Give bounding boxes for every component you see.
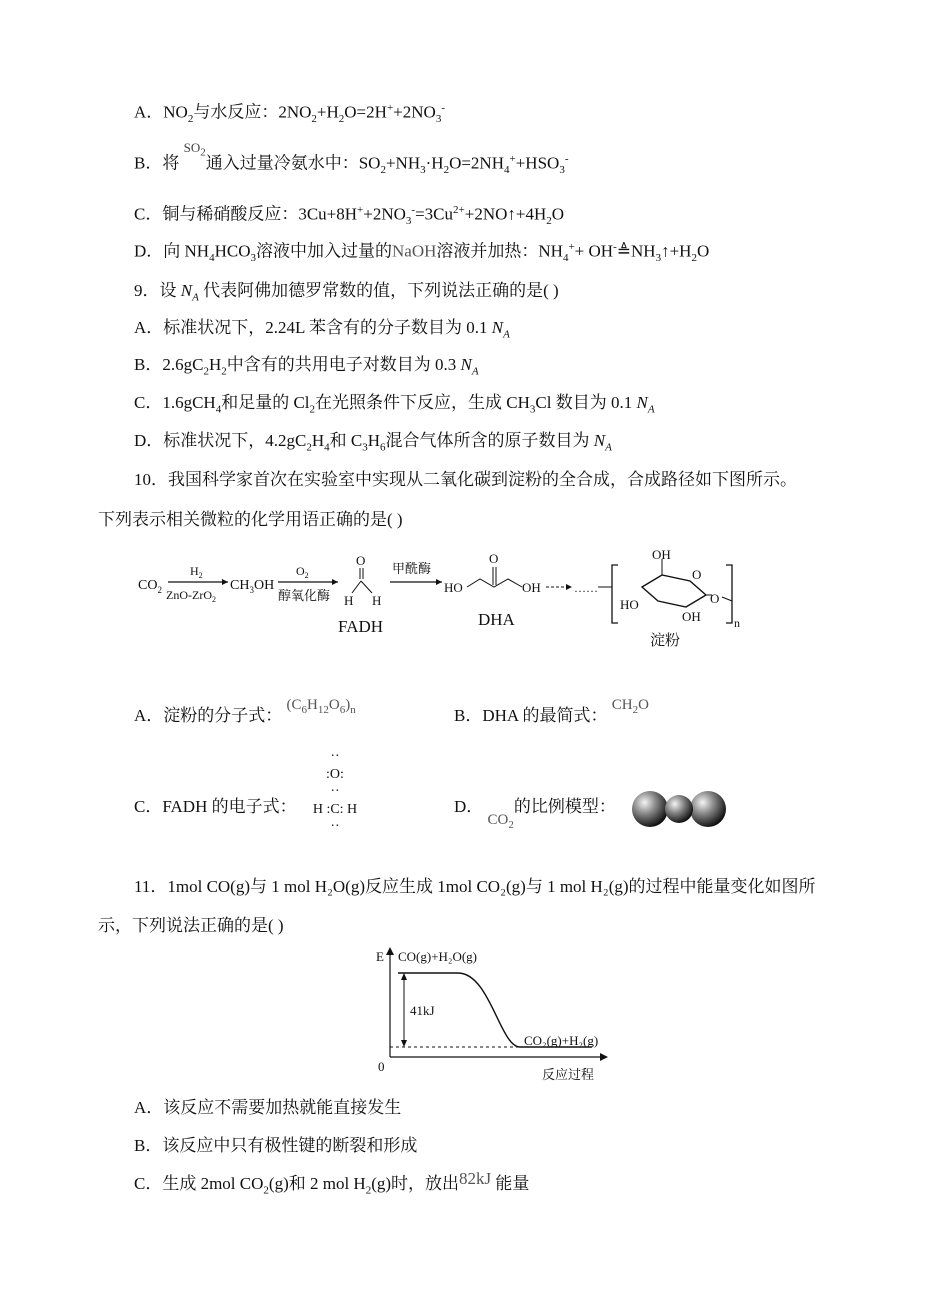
q8-option-c: C．铜与稀硝酸反应：$3Cu+8H^++2NO_3^-=3Cu^{2+}+2NO↑+4H_2O$ <box>134 204 565 228</box>
svg-text:n: n <box>734 616 740 630</box>
x-axis-label: 反应过程 <box>542 1067 595 1082</box>
q10-option-c: C．FADH 的电子式： <box>134 797 297 816</box>
q9-option-d: D．标准状况下，$4.2gC_2H_4$和 $C_3H_6$混合气体所含的原子数目为 $N_A$ <box>134 431 612 454</box>
q10-option-a: A．淀粉的分子式： $(C_6H_{12}O_6)_n$ <box>134 697 356 725</box>
svg-text:HO: HO <box>620 597 639 612</box>
q8-option-b: B．将 $^{SO_2}$通入过量冷氨水中：$SO_2+NH_3\cdot H_2O=2NH_4^++HSO_3^-$ <box>134 139 569 177</box>
svg-text:……: …… <box>574 581 598 595</box>
svg-text:H: H <box>344 593 354 608</box>
fadh-electron-formula: ·· :O: ·· H :C: H ·· <box>312 749 358 834</box>
delta-h-label: 41kJ <box>410 1003 435 1018</box>
q10-option-d: D． $CO_2$的比例模型： <box>454 797 616 831</box>
svg-text:O: O <box>356 553 366 568</box>
q10-stem-line1: 10．我国科学家首次在实验室中实现从二氧化碳到淀粉的全合成，合成路径如下图所示。 <box>134 470 797 489</box>
svg-text:HO: HO <box>444 580 463 595</box>
origin-label: 0 <box>378 1059 385 1074</box>
synthesis-scheme <box>130 545 820 655</box>
o2-label: $O_2$ <box>296 564 309 580</box>
methanol-label: $CH_3OH$ <box>230 578 275 595</box>
svg-text:O: O <box>489 551 499 566</box>
reactants-label: CO(g)+H₂O(g) <box>398 949 478 964</box>
so2-formula: SO2 <box>183 139 206 159</box>
enzyme2-label: 甲酰酶 <box>392 561 432 576</box>
energy-diagram <box>370 945 620 1085</box>
delta-h-arrow-top <box>401 973 407 980</box>
q10-stem-line2: 下列表示相关微粒的化学用语正确的是( ) <box>98 510 403 529</box>
y-axis-label: E <box>376 949 384 964</box>
dha-label: DHA <box>478 610 515 629</box>
q8-option-a: A．$NO_2$与水反应：$2NO_2+H_2O=2H^++2NO_3^-$ <box>134 102 445 126</box>
starch-label: 淀粉 <box>650 633 681 649</box>
products-label: CO₂(g)+H₂(g) <box>524 1033 599 1048</box>
svg-text:OH: OH <box>682 609 701 624</box>
co2-space-filling-model <box>630 788 730 830</box>
svg-text:O: O <box>692 567 702 582</box>
svg-text:OH: OH <box>652 547 671 562</box>
q8-option-d: D．向 $NH_4HCO_3$溶液中加入过量的NaOH溶液并加热：$NH_4^++$ $OH^-≜NH_3↑+H_2O$ <box>134 241 710 265</box>
q11-stem-line2: 示，下列说法正确的是( ) <box>98 916 284 935</box>
q11-option-a: A．该反应不需要加热就能直接发生 <box>134 1098 402 1117</box>
q11-stem-line1: 11．1mol CO(g)与 1 mol H₂O(g)反应生成 1mol CO₂(g)与 1 mol H₂(g)的过程中能量变化如图所 <box>134 877 816 896</box>
q9-option-a: A．标准状况下，2.24L 苯含有的分子数目为 0.1 $N_A$ <box>134 318 510 341</box>
q9-option-b: B．$2.6gC_2H_2$中含有的共用电子对数目为 0.3 $N_A$ <box>134 355 479 378</box>
q10-option-b: B．DHA 的最简式： $CH_2O$ <box>454 697 649 725</box>
q9-stem: 9．设 $N_A$ 代表阿佛加德罗常数的值，下列说法正确的是( ) <box>134 281 559 304</box>
q11-option-c: C．生成 2mol $CO_2(g)$和 2 mol $H_2(g)$时，放出82kJ 能量 <box>134 1169 530 1197</box>
q9-option-c: C．1.6gCH$_4$和足量的 $Cl_2$在光照条件下反应，生成 $CH_3Cl$ 数目为 0.1 $N_A$ <box>134 393 655 416</box>
h2-label: $H_2$ <box>190 564 203 580</box>
fadh-label: FADH <box>338 617 384 636</box>
svg-text:O: O <box>710 591 720 606</box>
co2-label: $CO_2$ <box>138 578 162 595</box>
delta-h-arrow-bottom <box>401 1040 407 1047</box>
svg-text:OH: OH <box>522 580 541 595</box>
svg-text:H: H <box>372 593 382 608</box>
enzyme1-label: 醇氧化酶 <box>278 588 331 603</box>
cat-label: ZnO-ZrO$_2$ <box>166 588 216 604</box>
q11-option-b: B．该反应中只有极性键的断裂和形成 <box>134 1136 418 1155</box>
